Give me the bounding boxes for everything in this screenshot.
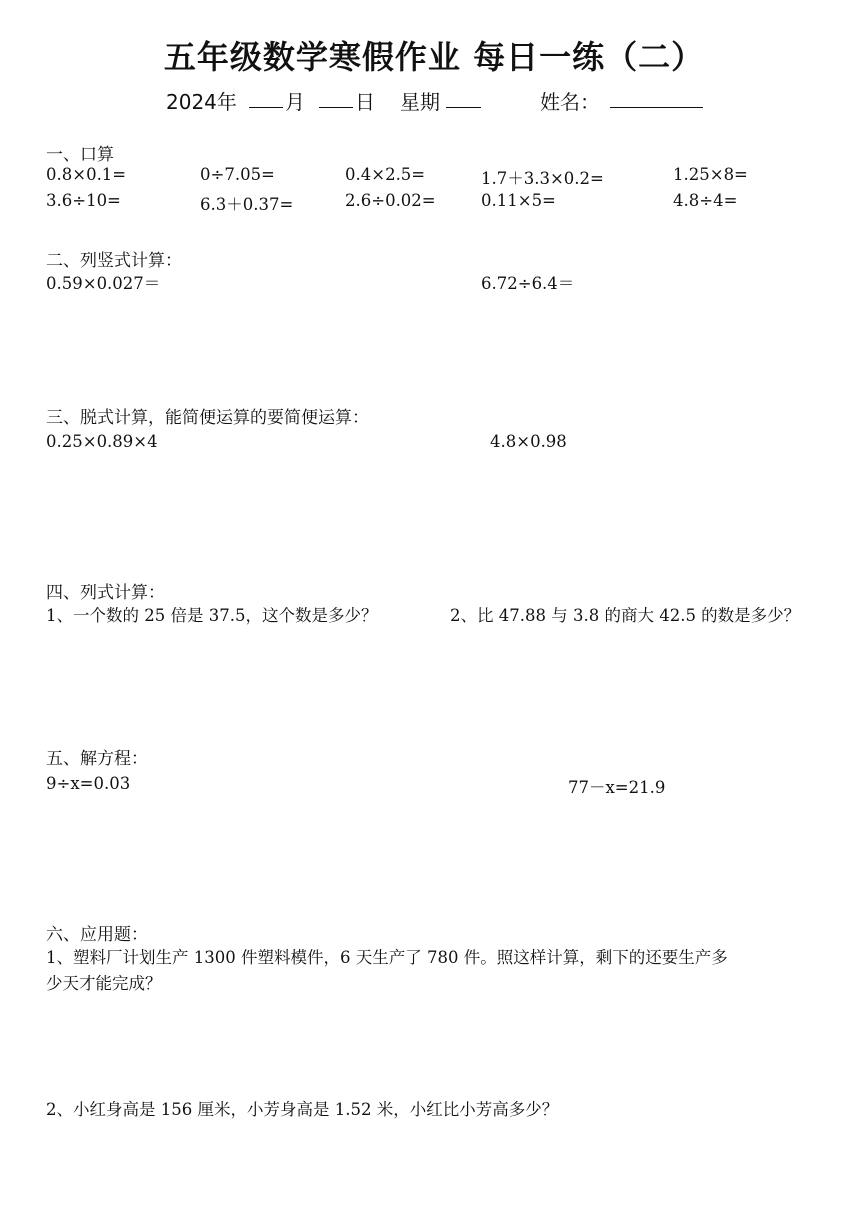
section6-heading: 六、应用题： xyxy=(46,925,148,945)
step-calc-item: 4.8×0.98 xyxy=(490,432,567,451)
vertical-calc-item: 0.59×0.027＝ xyxy=(46,274,161,293)
mental-math-item: 1.25×8= xyxy=(673,165,748,184)
vertical-calc-item: 6.72÷6.4＝ xyxy=(481,274,575,293)
mental-math-item: 1.7＋3.3×0.2= xyxy=(481,169,604,188)
year-label: 2024年 xyxy=(166,90,237,114)
section2-heading: 二、列竖式计算： xyxy=(46,251,182,271)
word-problem-1-line2: 少天才能完成？ xyxy=(46,974,162,993)
month-blank[interactable] xyxy=(249,89,283,108)
word-problem-2: 2、小红身高是 156 厘米，小芳身高是 1.52 米，小红比小芳高多少？ xyxy=(46,1100,559,1119)
section1-heading: 一、口算 xyxy=(46,145,114,165)
name-blank[interactable] xyxy=(610,89,703,108)
weekday-blank[interactable] xyxy=(446,89,481,108)
mental-math-item: 0.4×2.5= xyxy=(345,165,426,184)
mental-math-item: 0÷7.05= xyxy=(200,165,275,184)
day-label: 日 xyxy=(355,90,375,114)
section5-heading: 五、解方程： xyxy=(46,749,148,769)
mental-math-item: 4.8÷4= xyxy=(673,191,738,210)
step-calc-item: 0.25×0.89×4 xyxy=(46,432,158,451)
expression-question: 2、比 47.88 与 3.8 的商大 42.5 的数是多少？ xyxy=(450,606,801,625)
section3-heading: 三、脱式计算，能简便运算的要简便运算： xyxy=(46,408,369,428)
equation-item: 9÷x=0.03 xyxy=(46,774,131,793)
mental-math-item: 0.8×0.1= xyxy=(46,165,127,184)
page-title: 五年级数学寒假作业 每日一练（二） xyxy=(163,38,705,76)
mental-math-item: 0.11×5= xyxy=(481,191,556,210)
mental-math-item: 3.6÷10= xyxy=(46,191,121,210)
word-problem-1-line1: 1、塑料厂计划生产 1300 件塑料模件，6 天生产了 780 件。照这样计算，剩下的还要生产多 xyxy=(46,948,728,967)
month-label: 月 xyxy=(285,90,305,114)
mental-math-item: 2.6÷0.02= xyxy=(345,191,436,210)
day-blank[interactable] xyxy=(319,89,353,108)
name-label: 姓名： xyxy=(540,90,600,114)
section4-heading: 四、列式计算： xyxy=(46,583,165,603)
expression-question: 1、一个数的 25 倍是 37.5，这个数是多少？ xyxy=(46,606,378,625)
equation-item: 77－x=21.9 xyxy=(568,778,666,797)
mental-math-item: 6.3＋0.37= xyxy=(200,195,294,214)
weekday-label: 星期 xyxy=(400,90,440,114)
